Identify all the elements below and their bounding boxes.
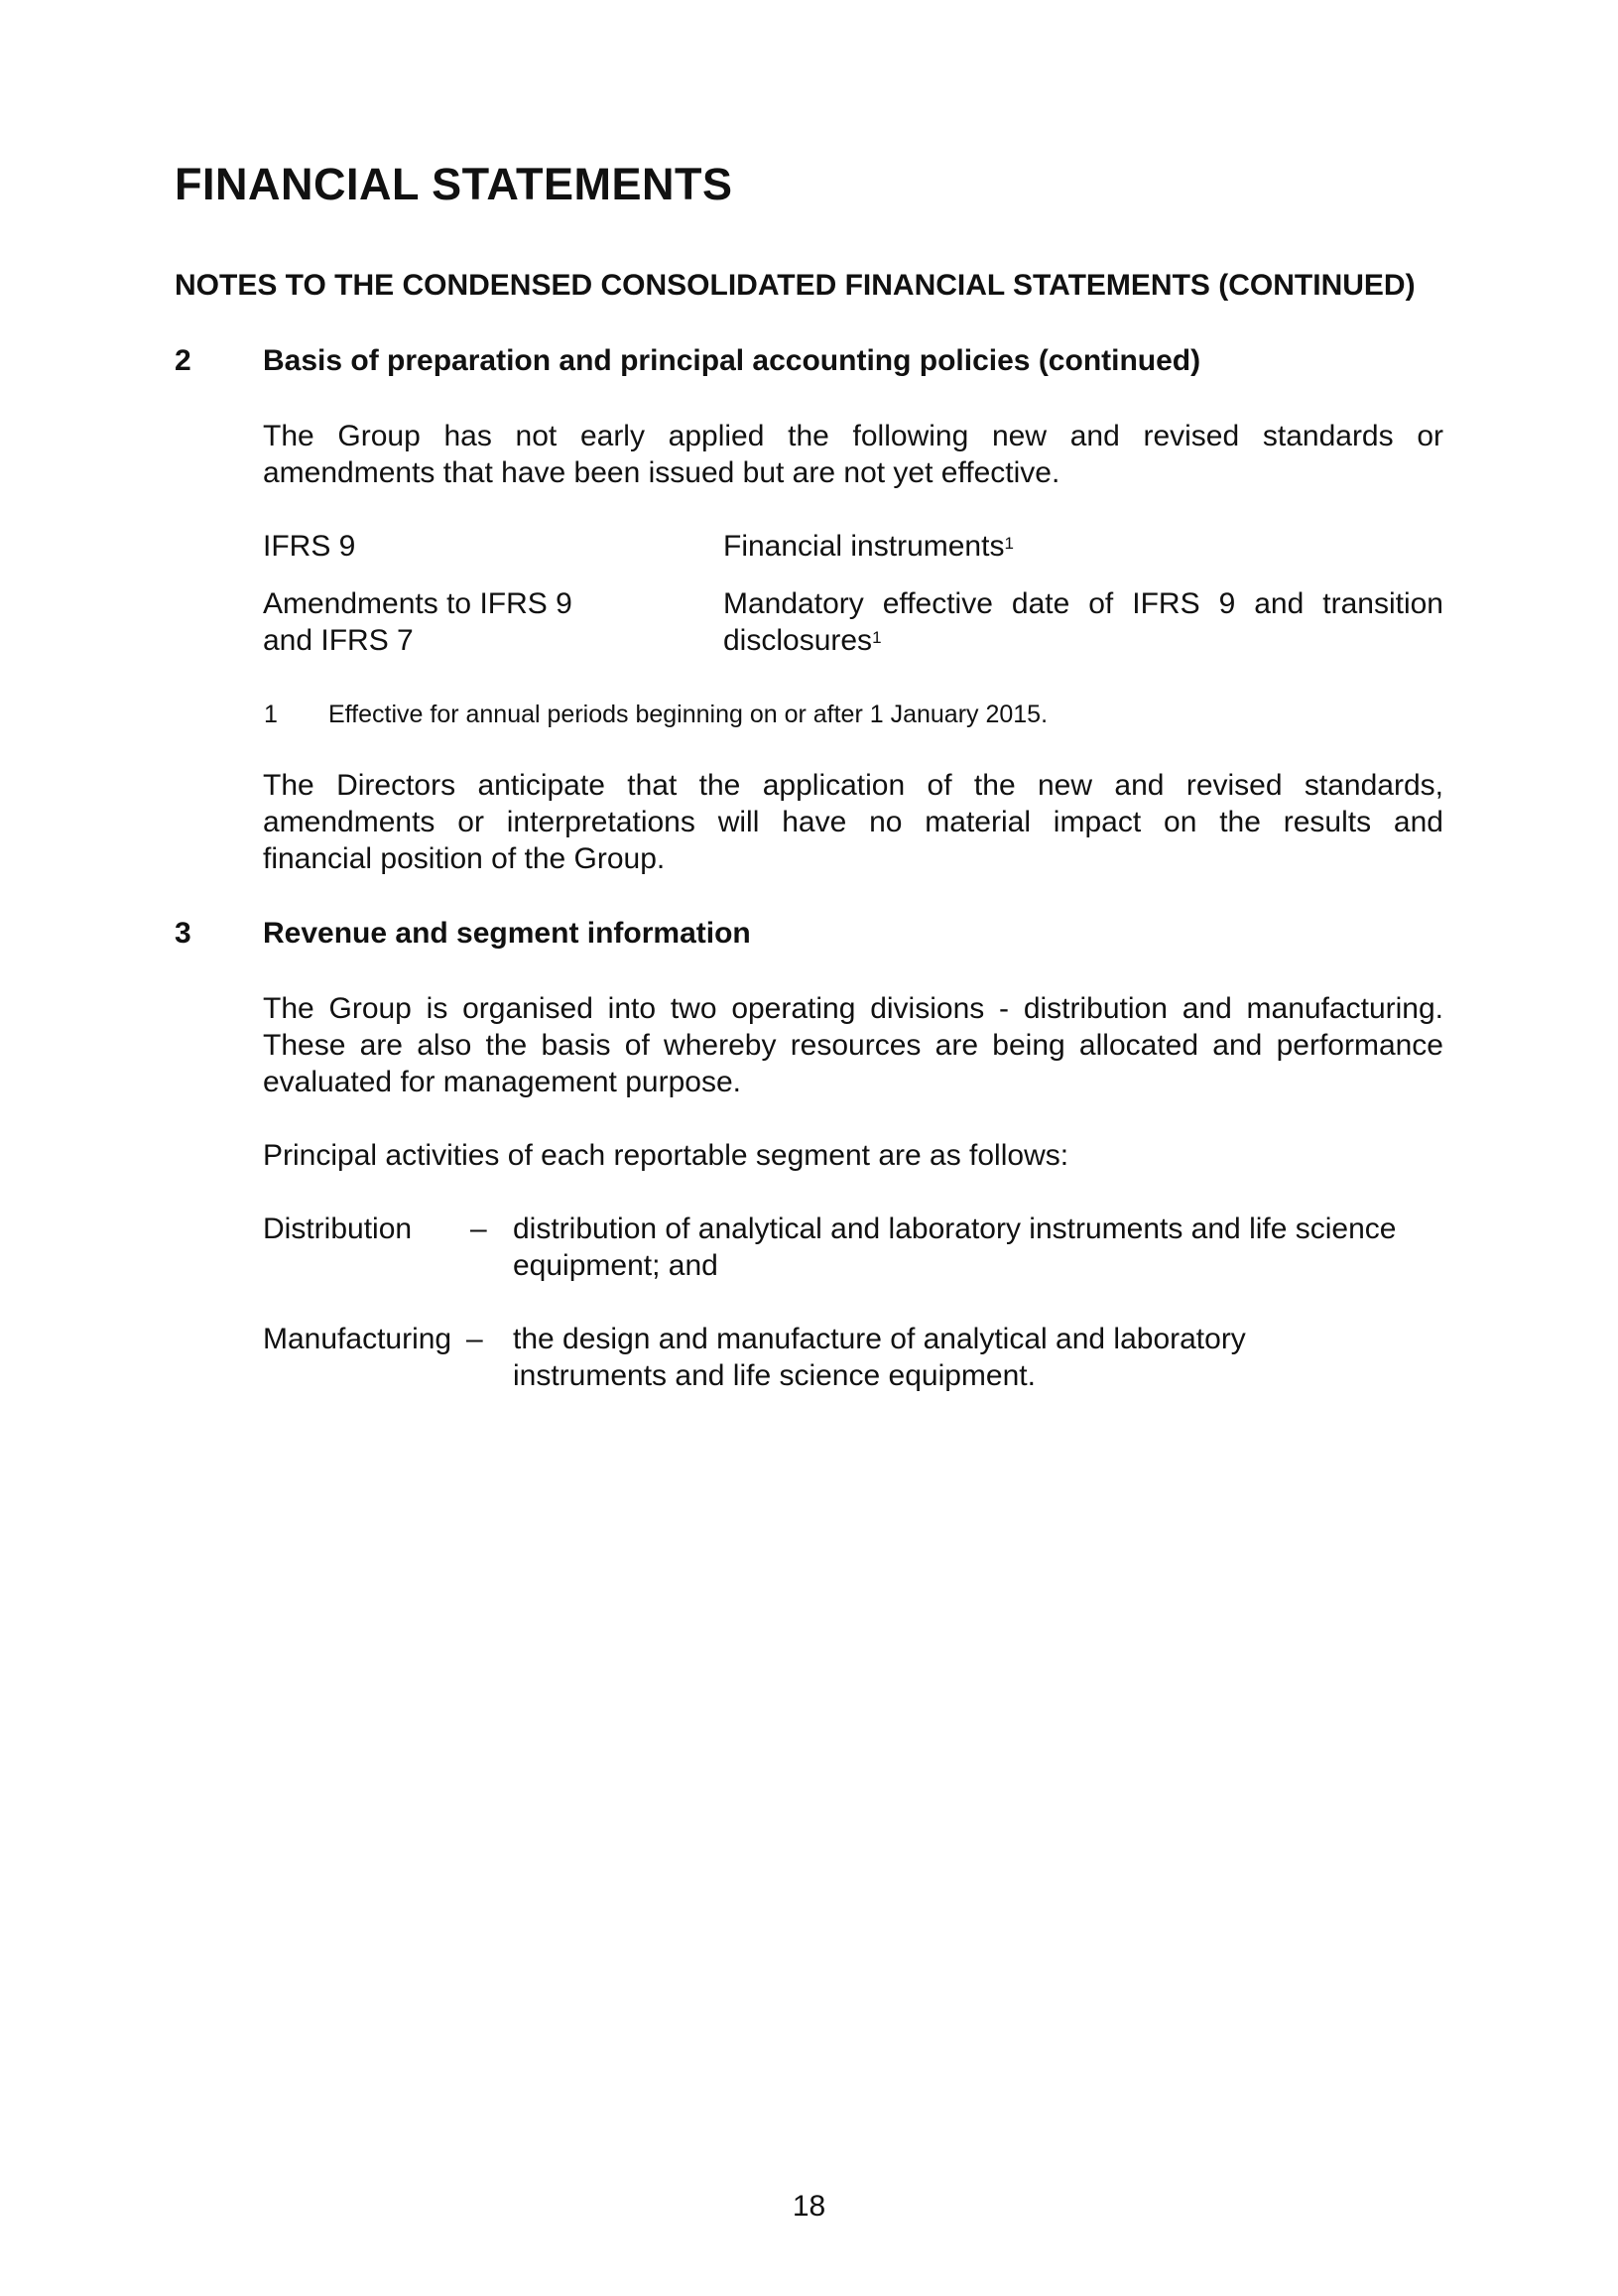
section-2-title: Basis of preparation and principal accounting policies (continued)	[263, 344, 1201, 377]
footnote-reference: 1	[1004, 534, 1014, 553]
page-title: FINANCIAL STATEMENTS	[175, 159, 733, 209]
section-2-number: 2	[175, 344, 191, 377]
section-2-intro-line-1: The Group has not early applied the following new and revised standards or	[263, 420, 1443, 452]
footnote-reference: 1	[872, 628, 882, 647]
principal-activities-intro: Principal activities of each reportable segment are as follows:	[263, 1139, 1069, 1172]
standard-name-amendments-line-2: and IFRS 7	[263, 624, 414, 657]
footnote-text: Effective for annual periods beginning on or after 1 January 2015.	[328, 701, 1049, 728]
standard-description-text: Financial instruments	[723, 530, 1005, 563]
segment-description-distribution-line-1: distribution of analytical and laboratory instruments and life science	[513, 1212, 1397, 1245]
standard-name-amendments-line-1: Amendments to IFRS 9	[263, 587, 572, 620]
segment-description-distribution-line-2: equipment; and	[513, 1249, 718, 1282]
segment-name-manufacturing: Manufacturing	[263, 1323, 452, 1355]
standard-description-amendments-line-1: Mandatory effective date of IFRS 9 and transition	[723, 587, 1443, 620]
section-3-para-line-2: These are also the basis of whereby resources are being allocated and performance	[263, 1029, 1443, 1062]
standard-name-ifrs9: IFRS 9	[263, 530, 356, 563]
section-2-closing-line-3: financial position of the Group.	[263, 842, 666, 875]
segment-dash: –	[470, 1212, 487, 1245]
standard-description-ifrs9	[723, 528, 1443, 565]
section-3-para-line-1: The Group is organised into two operating divisions - distribution and manufacturing.	[263, 992, 1443, 1025]
section-2-closing-line-2: amendments or interpretations will have no material impact on the results and	[263, 806, 1443, 838]
section-2-intro-line-2: amendments that have been issued but are not yet effective.	[263, 456, 1060, 489]
section-3-para-line-3: evaluated for management purpose.	[263, 1066, 741, 1098]
section-2-closing-line-1: The Directors anticipate that the application of the new and revised standards,	[263, 769, 1443, 802]
notes-heading: NOTES TO THE CONDENSED CONSOLIDATED FINANCIAL STATEMENTS (CONTINUED)	[175, 269, 1416, 302]
segment-description-manufacturing-line-1: the design and manufacture of analytical and laboratory	[513, 1323, 1246, 1355]
section-3-title: Revenue and segment information	[263, 917, 751, 950]
page-number: 18	[792, 2190, 826, 2223]
standard-description-text: disclosures	[723, 624, 873, 657]
standard-description-amendments-line-2	[723, 622, 1443, 659]
segment-name-distribution: Distribution	[263, 1212, 413, 1245]
segment-description-manufacturing-line-2: instruments and life science equipment.	[513, 1359, 1036, 1392]
section-3-number: 3	[175, 917, 191, 950]
segment-dash: –	[466, 1323, 483, 1355]
footnote-number: 1	[264, 701, 278, 728]
